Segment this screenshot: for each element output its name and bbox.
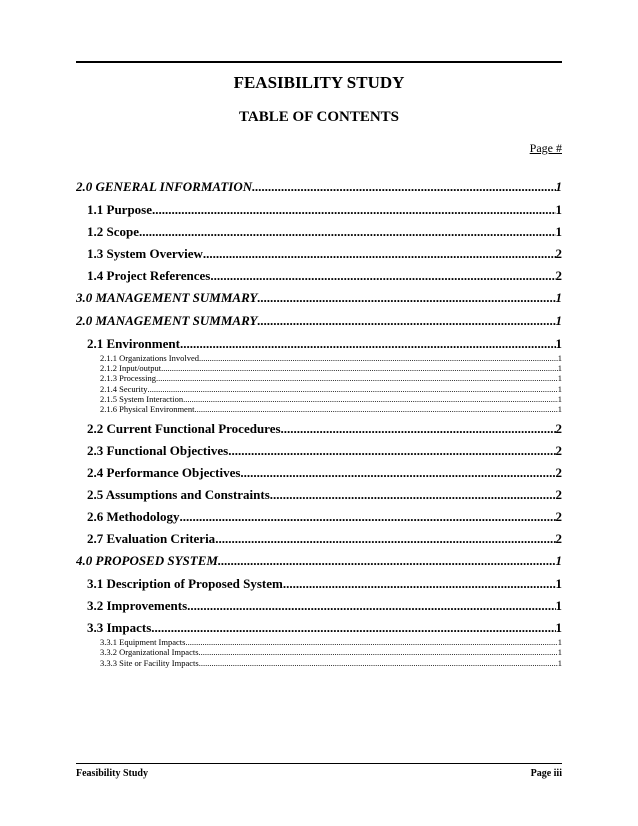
toc-entry-page: 1 [557, 393, 562, 404]
toc-entry-page: 1 [555, 337, 562, 351]
toc-entry-page: 1 [555, 599, 562, 614]
toc-entry-label: 3.1 Description of Proposed System [87, 577, 283, 592]
toc-entry-label: 2.1.2 Input/output [100, 363, 162, 374]
header-rule [76, 61, 562, 63]
toc-entry[interactable] [76, 180, 562, 203]
toc-entry-label: 1.2 Scope [87, 225, 139, 239]
toc-entry-page: 2 [555, 444, 562, 459]
toc-entry-page: 1 [557, 353, 562, 363]
toc-entry-page: 1 [557, 657, 562, 668]
toc-entry[interactable] [76, 658, 562, 668]
toc-entry-page: 1 [557, 637, 562, 648]
toc-entry-label: 3.3.1 Equipment Impacts [100, 637, 186, 648]
toc-dot-leader [180, 337, 556, 351]
page-number-column-label: Page # [529, 141, 562, 155]
toc-entry-label: 2.0 MANAGEMENT SUMMARY [76, 314, 258, 328]
toc-entry-page: 2 [555, 510, 562, 525]
table-of-contents [76, 180, 562, 676]
toc-entry[interactable] [76, 577, 562, 599]
toc-entry-page: 1 [555, 203, 562, 217]
toc-dot-leader [199, 353, 558, 363]
toc-entry-page: 1 [555, 621, 562, 636]
toc-entry[interactable] [76, 269, 562, 291]
toc-entry-page: 2 [555, 247, 562, 261]
toc-entry-label: 1.1 Purpose [87, 203, 152, 217]
toc-entry[interactable] [76, 532, 562, 554]
toc-entry[interactable] [76, 373, 562, 383]
toc-entry-page: 1 [555, 180, 562, 194]
toc-entry[interactable] [76, 384, 562, 394]
toc-dot-leader [194, 404, 557, 414]
toc-dot-leader [151, 621, 555, 635]
toc-entry-label: 3.3.3 Site or Facility Impacts [100, 657, 199, 668]
document-title: FEASIBILITY STUDY [233, 73, 405, 92]
toc-entry-page: 2 [555, 269, 562, 283]
toc-entry[interactable] [76, 488, 562, 510]
toc-dot-leader [270, 488, 556, 502]
toc-entry[interactable] [76, 510, 562, 532]
toc-entry-label: 2.1.4 Security [100, 383, 148, 394]
toc-entry[interactable] [76, 291, 562, 314]
footer-document-name: Feasibility Study [76, 768, 148, 779]
toc-entry-label: 1.3 System Overview [87, 247, 203, 261]
footer-rule [76, 763, 562, 764]
toc-entry-label: 2.7 Evaluation Criteria [87, 532, 216, 547]
toc-entry-page: 1 [555, 577, 562, 592]
toc-dot-leader [152, 203, 556, 217]
toc-entry[interactable] [76, 637, 562, 647]
toc-entry-label: 2.3 Functional Objectives [87, 444, 229, 459]
toc-dot-leader [187, 599, 555, 613]
toc-entry-label: 1.4 Project References [87, 269, 211, 283]
toc-dot-leader [161, 363, 558, 373]
toc-entry[interactable] [76, 621, 562, 637]
toc-entry-page: 1 [557, 647, 562, 658]
toc-entry-label: 2.1 Environment [87, 337, 180, 351]
toc-dot-leader [283, 577, 556, 591]
toc-heading: TABLE OF CONTENTS [238, 109, 400, 125]
toc-dot-leader [199, 658, 558, 668]
toc-entry-label: 2.1.1 Organizations Involved [100, 353, 199, 363]
toc-entry[interactable] [76, 247, 562, 269]
toc-entry[interactable] [76, 422, 562, 444]
toc-dot-leader [156, 373, 558, 383]
toc-dot-leader [240, 466, 555, 480]
toc-entry-page: 1 [557, 373, 562, 384]
toc-dot-leader [139, 225, 556, 239]
toc-dot-leader [257, 314, 555, 328]
toc-entry-label: 3.3.2 Organizational Impacts [100, 647, 199, 658]
toc-entry-label: 2.1.3 Processing [100, 373, 156, 384]
toc-entry-page: 1 [555, 314, 562, 328]
toc-entry[interactable] [76, 337, 562, 353]
toc-entry[interactable] [76, 466, 562, 488]
toc-entry-page: 2 [555, 532, 562, 547]
toc-entry-label: 2.1.5 System Interaction [100, 393, 184, 404]
toc-dot-leader [203, 247, 556, 261]
toc-entry-label: 2.0 GENERAL INFORMATION [76, 180, 253, 194]
toc-entry[interactable] [76, 203, 562, 225]
toc-dot-leader [183, 394, 558, 404]
toc-entry-page: 2 [555, 466, 562, 481]
toc-entry-page: 2 [555, 488, 562, 503]
toc-entry[interactable] [76, 599, 562, 621]
toc-dot-leader [185, 637, 557, 647]
toc-entry-label: 2.1.6 Physical Environment [100, 403, 195, 414]
toc-dot-leader [281, 422, 556, 436]
toc-entry-label: 3.0 MANAGEMENT SUMMARY [76, 291, 258, 305]
toc-entry-label: 4.0 PROPOSED SYSTEM [76, 554, 218, 569]
toc-dot-leader [218, 554, 556, 568]
toc-entry[interactable] [76, 353, 562, 363]
toc-entry-label: 2.2 Current Functional Procedures [87, 422, 281, 437]
toc-entry-page: 1 [555, 291, 562, 305]
toc-entry[interactable] [76, 363, 562, 373]
toc-entry-page: 2 [555, 422, 562, 437]
toc-entry[interactable] [76, 444, 562, 466]
toc-entry[interactable] [76, 554, 562, 577]
footer-page-number: Page iii [530, 768, 562, 779]
toc-dot-leader [252, 180, 555, 194]
toc-entry[interactable] [76, 394, 562, 404]
toc-dot-leader [179, 510, 555, 524]
toc-dot-leader [147, 384, 557, 394]
toc-entry[interactable] [76, 314, 562, 337]
toc-entry-label: 3.2 Improvements [87, 599, 188, 614]
page-footer [76, 768, 562, 779]
toc-entry[interactable] [76, 225, 562, 247]
toc-entry-page: 1 [557, 403, 562, 414]
toc-entry-label: 2.5 Assumptions and Constraints [87, 488, 270, 503]
toc-entry-page: 1 [555, 554, 562, 569]
toc-dot-leader [199, 647, 558, 657]
toc-entry-label: 2.4 Performance Objectives [87, 466, 241, 481]
toc-dot-leader [215, 532, 555, 546]
toc-entry-page: 1 [555, 225, 562, 239]
toc-entry[interactable] [76, 404, 562, 414]
toc-dot-leader [257, 291, 555, 305]
toc-dot-leader [210, 269, 555, 283]
toc-entry-page: 1 [557, 383, 562, 394]
toc-dot-leader [228, 444, 555, 458]
toc-entry-label: 2.6 Methodology [87, 510, 180, 525]
toc-entry[interactable] [76, 647, 562, 657]
toc-entry-label: 3.3 Impacts [87, 621, 152, 636]
toc-entry-page: 1 [557, 363, 562, 374]
